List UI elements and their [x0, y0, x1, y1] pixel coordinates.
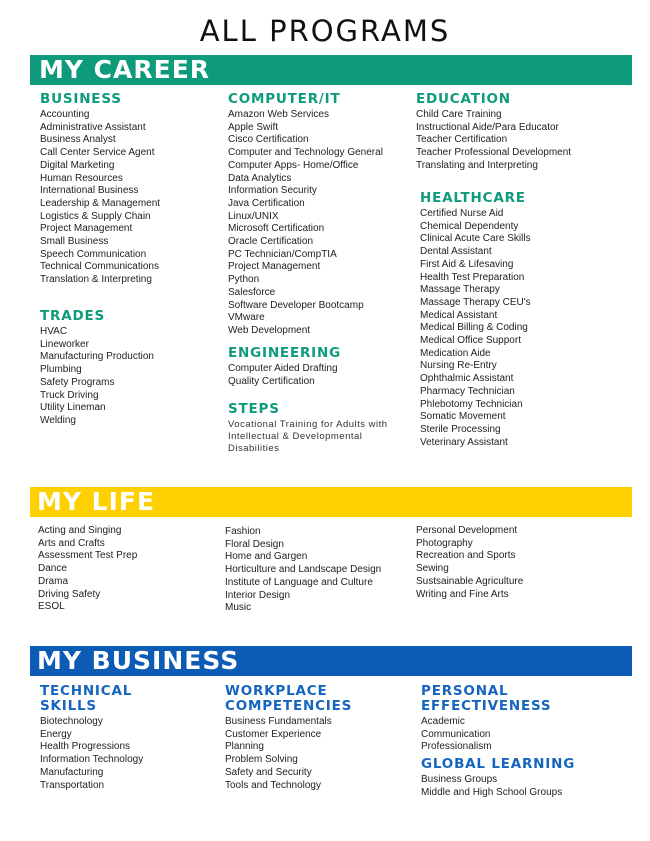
life-list-1	[38, 525, 137, 614]
list-item: ESOL	[38, 601, 65, 613]
list-item: Teacher Certification	[416, 134, 508, 146]
education-column	[416, 92, 571, 173]
list-item: Biotechnology	[40, 716, 103, 727]
trades-list	[40, 326, 154, 428]
list-item: Dance	[38, 563, 67, 575]
list-item: Somatic Movement	[420, 411, 506, 423]
list-item: Institute of Language and Culture	[225, 576, 373, 588]
healthcare-list	[420, 208, 531, 449]
list-item: Project Management	[40, 223, 133, 235]
healthcare-column	[420, 191, 531, 449]
list-item: Sustsainable Agriculture	[416, 575, 524, 587]
page-title: ALL PROGRAMS	[199, 14, 451, 48]
list-item: Driving Safety	[38, 588, 101, 600]
list-item: Amazon Web Services	[228, 109, 329, 120]
list-item: Arts and Crafts	[38, 537, 105, 549]
list-item: Problem Solving	[225, 754, 298, 766]
list-item: First Aid & Lifesaving	[420, 258, 514, 270]
list-item: Technical Communications	[40, 261, 159, 273]
list-item: Logistics & Supply Chain	[40, 210, 151, 222]
list-item: Medical Office Support	[420, 335, 521, 347]
list-item: Medical Billing & Coding	[420, 322, 528, 334]
education-list	[416, 109, 571, 173]
list-item: Translating and Interpreting	[416, 159, 538, 171]
list-item: Photography	[416, 537, 473, 549]
list-item: Manufacturing	[40, 766, 104, 778]
list-item: Sterile Processing	[420, 423, 501, 435]
list-item: Medical Assistant	[420, 309, 498, 321]
list-item: Communication	[421, 728, 491, 740]
list-item: Software Developer Bootcamp	[228, 299, 364, 311]
list-item: Information Security	[228, 185, 317, 197]
my-life-banner: MY LIFE	[30, 487, 632, 517]
list-item: Business Analyst	[40, 134, 116, 146]
list-item: Child Care Training	[416, 109, 502, 120]
healthcare-heading: HEALTHCARE	[420, 190, 526, 206]
list-item: Pharmacy Technician	[420, 385, 515, 397]
technical-skills-heading-line-1: TECHNICAL	[40, 683, 133, 699]
list-item: Administrative Assistant	[40, 121, 146, 133]
list-item: Nursing Re-Entry	[420, 360, 497, 372]
list-item: Manufacturing Production	[40, 351, 154, 363]
list-item: Certified Nurse Aid	[420, 208, 504, 219]
global-learning-heading: GLOBAL LEARNING	[421, 756, 576, 772]
list-item: Planning	[225, 741, 264, 753]
list-item: Customer Experience	[225, 728, 322, 740]
life-column-1	[38, 525, 137, 614]
personal-effectiveness-column	[421, 684, 551, 754]
list-item: Phlebotomy Technician	[420, 398, 523, 410]
list-item: Microsoft Certification	[228, 223, 325, 235]
list-item: Massage Therapy CEU's	[420, 296, 531, 308]
list-item: Salesforce	[228, 286, 276, 298]
list-item: Medication Aide	[420, 347, 491, 359]
list-item: Health Progressions	[40, 741, 131, 753]
computer-it-list	[228, 109, 383, 338]
list-item: Computer Aided Drafting	[228, 363, 338, 374]
personal-effectiveness-heading-line-2: EFFECTIVENESS	[421, 698, 552, 714]
list-item: Music	[225, 602, 252, 614]
education-heading: EDUCATION	[416, 91, 511, 107]
steps-description: Vocational Training for Adults with Intellectual & Developmental Disabilities	[228, 419, 388, 454]
list-item: Truck Driving	[40, 389, 99, 401]
workplace-competencies-heading-line-1: WORKPLACE	[225, 683, 328, 699]
list-item: PC Technician/CompTIA	[228, 248, 337, 260]
list-item: Interior Design	[225, 589, 291, 601]
list-item: Quality Certification	[228, 375, 315, 387]
list-item: Personal Development	[416, 525, 518, 536]
list-item: Welding	[40, 414, 76, 426]
list-item: Computer Apps- Home/Office	[228, 159, 359, 171]
engineering-list	[228, 363, 341, 388]
list-item: Dental Assistant	[420, 246, 492, 258]
list-item: International Business	[40, 185, 139, 197]
list-item: Translation & Interpreting	[40, 274, 152, 286]
list-item: HVAC	[40, 326, 68, 337]
list-item: Instructional Aide/Para Educator	[416, 121, 559, 133]
list-item: Health Test Preparation	[420, 271, 525, 283]
list-item: Floral Design	[225, 538, 284, 550]
list-item: Business Fundamentals	[225, 716, 332, 727]
list-item: Plumbing	[40, 364, 82, 376]
list-item: Call Center Service Agent	[40, 147, 155, 159]
global-learning-column	[421, 757, 575, 799]
my-business-banner: MY BUSINESS	[30, 646, 632, 676]
list-item: Recreation and Sports	[416, 550, 516, 562]
list-item: Ophthalmic Assistant	[420, 373, 514, 385]
list-item: Horticulture and Landscape Design	[225, 564, 382, 576]
computer-it-column	[228, 92, 383, 338]
list-item: Speech Communication	[40, 248, 147, 260]
list-item: Clinical Acute Care Skills	[420, 233, 531, 245]
list-item: Chemical Dependenty	[420, 220, 519, 232]
list-item: Fashion	[225, 526, 261, 537]
list-item: Teacher Professional Development	[416, 147, 572, 159]
list-item: Information Technology	[40, 754, 144, 766]
steps-column	[228, 402, 398, 455]
list-item: Professionalism	[421, 741, 492, 753]
technical-skills-column	[40, 684, 143, 792]
workplace-competencies-list	[225, 716, 352, 792]
list-item: Small Business	[40, 236, 109, 248]
list-item: Home and Gargen	[225, 551, 308, 563]
technical-skills-list	[40, 716, 143, 792]
list-item: Acting and Singing	[38, 525, 122, 536]
list-item: Drama	[38, 575, 69, 587]
list-item: Data Analytics	[228, 172, 292, 184]
list-item: Assessment Test Prep	[38, 550, 138, 562]
list-item: Oracle Certification	[228, 236, 314, 248]
steps-heading: STEPS	[228, 401, 280, 417]
list-item: Sewing	[416, 563, 449, 575]
list-item: Java Certification	[228, 197, 305, 209]
list-item: Python	[228, 274, 260, 286]
trades-heading: TRADES	[40, 308, 106, 324]
personal-effectiveness-list	[421, 716, 551, 754]
list-item: Business Groups	[421, 774, 498, 785]
life-column-3	[416, 525, 523, 601]
list-item: Digital Marketing	[40, 159, 115, 171]
computer-it-heading: COMPUTER/IT	[228, 91, 341, 107]
list-item: Human Resources	[40, 172, 123, 184]
personal-effectiveness-heading-line-1: PERSONAL	[421, 683, 509, 699]
list-item: Writing and Fine Arts	[416, 588, 509, 600]
workplace-competencies-column	[225, 684, 352, 792]
global-learning-list	[421, 774, 575, 799]
list-item: Accounting	[40, 109, 90, 120]
list-item: Apple Swift	[228, 121, 279, 133]
list-item: Massage Therapy	[420, 284, 500, 296]
list-item: Leadership & Management	[40, 197, 161, 209]
business-heading: BUSINESS	[40, 91, 122, 107]
list-item: Project Management	[228, 261, 321, 273]
list-item: Web Development	[228, 324, 311, 336]
my-career-banner: MY CAREER	[30, 55, 632, 85]
list-item: Computer and Technology General	[228, 147, 383, 159]
list-item: Transportation	[40, 779, 105, 791]
business-list	[40, 109, 160, 287]
list-item: Cisco Certification	[228, 134, 309, 146]
trades-column	[40, 309, 154, 428]
list-item: Middle and High School Groups	[421, 786, 563, 798]
technical-skills-heading-line-2: SKILLS	[40, 698, 97, 714]
business-column	[40, 92, 160, 287]
list-item: Veterinary Assistant	[420, 436, 508, 448]
list-item: Linux/UNIX	[228, 210, 279, 222]
engineering-heading: ENGINEERING	[228, 345, 341, 361]
life-list-3	[416, 525, 523, 601]
list-item: Utility Lineman	[40, 402, 106, 414]
life-column-2	[225, 526, 381, 615]
list-item: Safety and Security	[225, 766, 312, 778]
list-item: Academic	[421, 716, 465, 727]
workplace-competencies-heading-line-2: COMPETENCIES	[225, 698, 353, 714]
life-list-2	[225, 526, 381, 615]
engineering-column	[228, 346, 341, 388]
list-item: Energy	[40, 728, 72, 740]
list-item: VMware	[228, 312, 265, 324]
list-item: Tools and Technology	[225, 779, 321, 791]
list-item: Lineworker	[40, 338, 89, 350]
list-item: Safety Programs	[40, 376, 115, 388]
